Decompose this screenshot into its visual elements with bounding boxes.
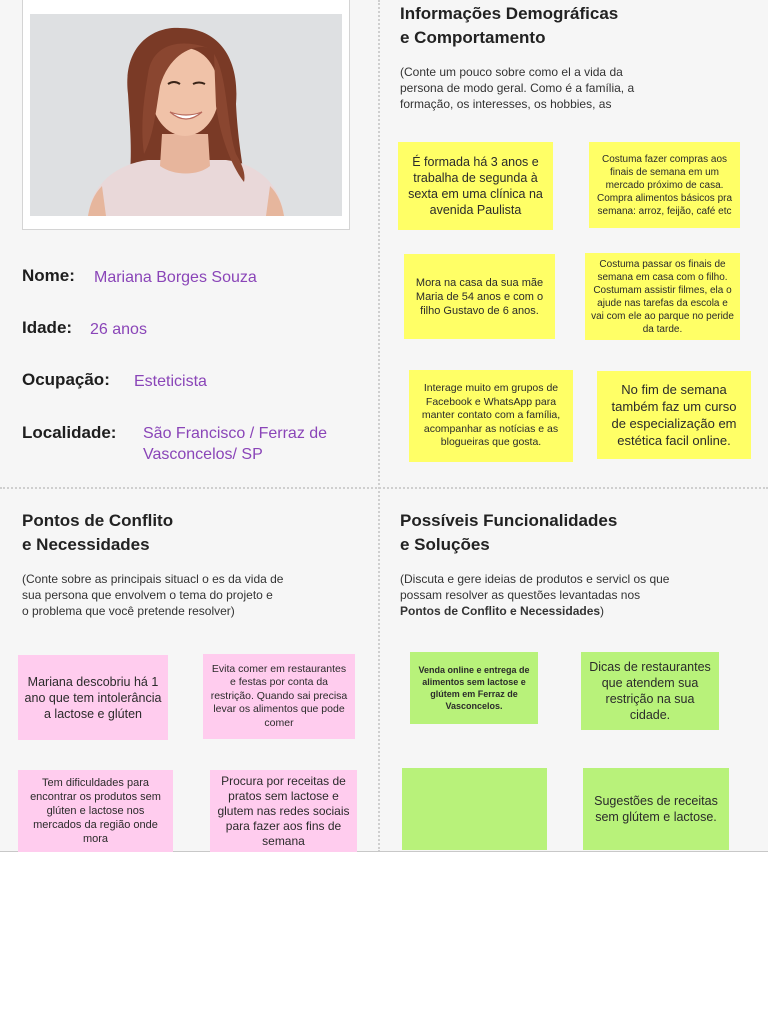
occupation-value: Esteticista — [134, 373, 207, 390]
conflicts-desc-line2: sua persona que envolvem o tema do projeto e — [22, 588, 273, 602]
conflicts-note-4: Procura por receitas de pratos sem lactose e glutem nas redes sociais para fazer aos fins de semana — [210, 770, 357, 852]
demographics-note-1: É formada há 3 anos e trabalha de segunda à sexta em uma clínica na avenida Paulista — [398, 142, 553, 230]
age-value: 26 anos — [90, 321, 147, 338]
persona-photo-frame — [22, 0, 350, 230]
conflicts-note-1: Mariana descobriu há 1 ano que tem intolerância a lactose e glúten — [18, 655, 168, 740]
demographics-note-3: Mora na casa da sua mãe Maria de 54 anos e com o filho Gustavo de 6 anos. — [404, 254, 555, 339]
horizontal-divider — [0, 487, 768, 489]
solutions-note-2: Dicas de restaurantes que atendem sua restrição na sua cidade. — [581, 652, 719, 730]
demographics-desc-line1: (Conte um pouco sobre como el a vida da — [400, 65, 623, 79]
demographics-note-2: Costuma fazer compras aos finais de semana em um mercado próximo de casa. Compra alimentos básicos pra semana: arroz, feijão, café etc — [589, 142, 740, 228]
conflicts-desc-line1: (Conte sobre as principais situacl o es da vida de — [22, 572, 284, 586]
demographics-note-5: Interage muito em grupos de Facebook e WhatsApp para manter contato com a família, acompanhar as notícias e as blogueiras que gosta. — [409, 370, 573, 462]
solutions-note-3-empty — [402, 768, 547, 850]
solutions-note-4: Sugestões de receitas sem glútem e lactose. — [583, 768, 729, 850]
name-label: Nome: — [22, 266, 75, 285]
conflicts-title-line2: e Necessidades — [22, 535, 150, 554]
solutions-desc-line2: possam resolver as questões levantadas nos — [400, 588, 641, 602]
persona-portrait-illustration — [30, 14, 342, 216]
demographics-desc-line3: formação, os interesses, os hobbies, as — [400, 97, 612, 111]
solutions-title-line1: Possíveis Funcionalidades — [400, 511, 618, 530]
demographics-note-4: Costuma passar os finais de semana em casa com o filho. Costumam assistir filmes, ela o ajude nas tarefas da escola e vai com ele ao parque no peride da tarde. — [585, 253, 740, 340]
occupation-label: Ocupação: — [22, 370, 110, 389]
conflicts-title-line1: Pontos de Conflito — [22, 511, 174, 530]
demographics-desc-line2: persona de modo geral. Como é a família, a — [400, 81, 635, 95]
conflicts-desc-line3: o problema que você pretende resolver) — [22, 604, 235, 618]
solutions-desc-bold: Pontos de Conflito e Necessidades — [400, 604, 601, 618]
location-value-line1: São Francisco / Ferraz de — [143, 425, 328, 442]
location-label: Localidade: — [22, 423, 117, 442]
demographics-title-line1: Informações Demográficas — [400, 4, 619, 23]
conflicts-note-3: Tem dificuldades para encontrar os produtos sem glúten e lactose nos mercados da região onde mora — [18, 770, 173, 852]
vertical-divider — [378, 0, 380, 852]
name-value: Mariana Borges Souza — [94, 269, 257, 286]
solutions-title-line2: e Soluções — [400, 535, 490, 554]
solutions-desc-line3 — [400, 603, 604, 619]
solutions-desc-end: ) — [600, 604, 605, 618]
solutions-desc-line1: (Discuta e gere ideias de produtos e servicl os que — [400, 572, 670, 586]
solutions-note-1: Venda online e entrega de alimentos sem lactose e glútem em Ferraz de Vasconcelos. — [410, 652, 538, 724]
location-value-line2: Vasconcelos/ SP — [143, 446, 263, 463]
demographics-note-6: No fim de semana também faz um curso de especialização em estética facil online. — [597, 371, 751, 459]
persona-photo — [30, 14, 342, 216]
age-label: Idade: — [22, 318, 73, 337]
demographics-title-line2: e Comportamento — [400, 28, 546, 47]
conflicts-note-2: Evita comer em restaurantes e festas por conta da restrição. Quando sai precisa levar os alimentos que pode comer — [203, 654, 355, 739]
